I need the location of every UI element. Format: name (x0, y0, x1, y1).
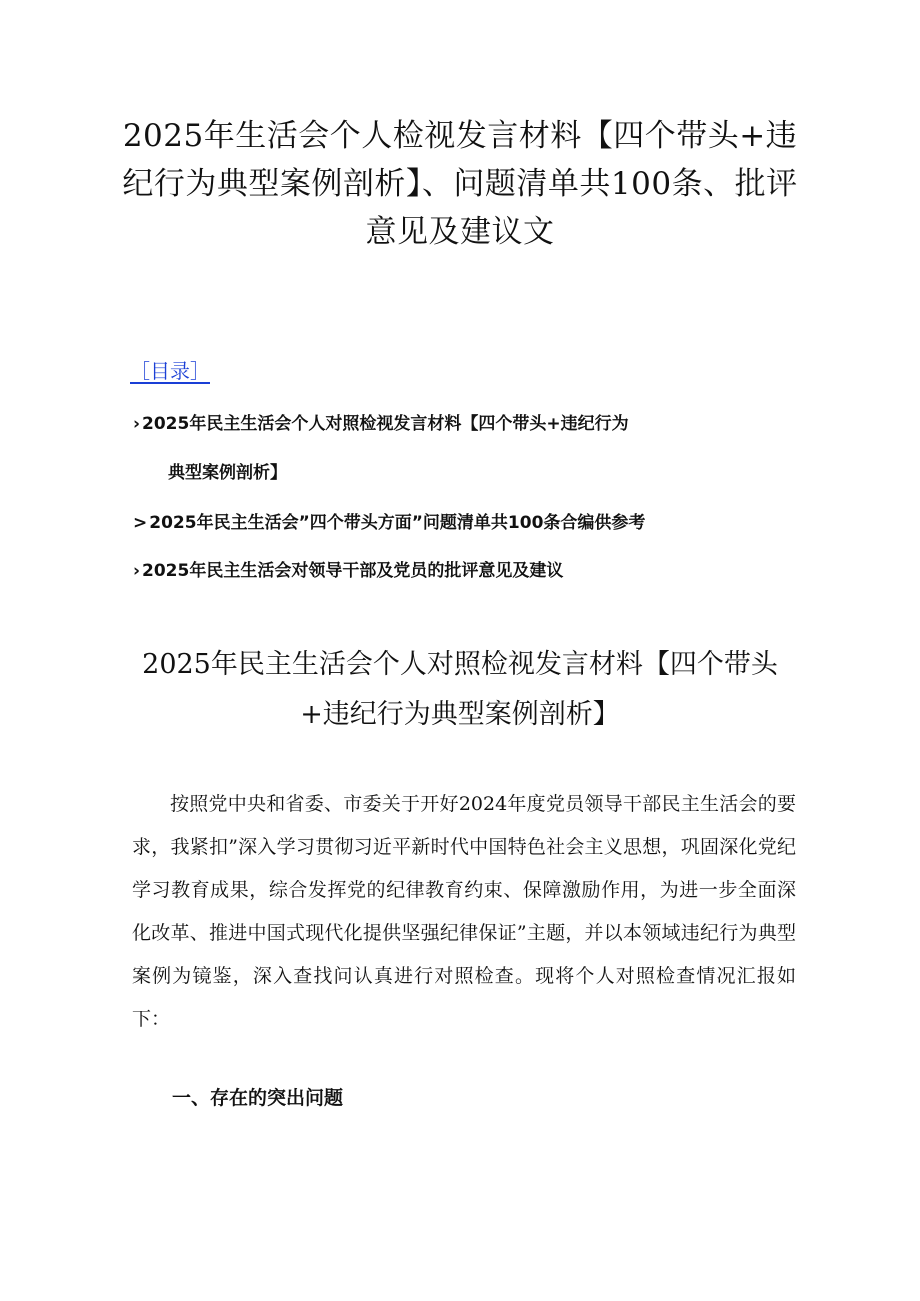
toc-item-label: 2025年民主生活会”四个带头方面”问题清单共100条合编供参考 (149, 513, 646, 533)
toc-item-1-continuation[interactable]: 典型案例剖析】 (168, 463, 287, 483)
toc-item-label: 2025年民主生活会对领导干部及党员的批评意见及建议 (142, 561, 564, 581)
heading-problems: 一、存在的突出问题 (172, 1087, 344, 1109)
chevron-right-icon: › (133, 561, 141, 581)
section-title: 2025年民主生活会个人对照检视发言材料【四个带头+违纪行为典型案例剖析】 (142, 649, 778, 730)
chevron-right-icon: > (133, 513, 148, 533)
toc-item-1[interactable] (133, 409, 629, 434)
toc-item-3[interactable] (133, 556, 563, 581)
toc-item-2[interactable] (133, 508, 645, 533)
intro-paragraph: 按照党中央和省委、市委关于开好2024年度党员领导干部民主生活会的要求，我紧扣”深入学习贯彻习近平新时代中国特色社会主义思想，巩固深化党纪学习教育成果，综合发挥党的纪律教育约束、保障激励作用，为进一步全面深化改革、推进中国式现代化提供坚强纪律保证”主题，并以本领域违纪行为典型案例为镜鉴，深入查找问认真进行对照检查。现将个人对照检查情况汇报如下： (132, 793, 796, 1030)
chevron-right-icon: › (133, 414, 141, 434)
document-title: 2025年生活会个人检视发言材料【四个带头+违纪行为典型案例剖析】、问题清单共100条、批评意见及建议文 (122, 118, 798, 250)
toc-item-label: 2025年民主生活会个人对照检视发言材料【四个带头+违纪行为 (142, 414, 629, 434)
toc-link[interactable]: ［目录］ (130, 359, 210, 383)
